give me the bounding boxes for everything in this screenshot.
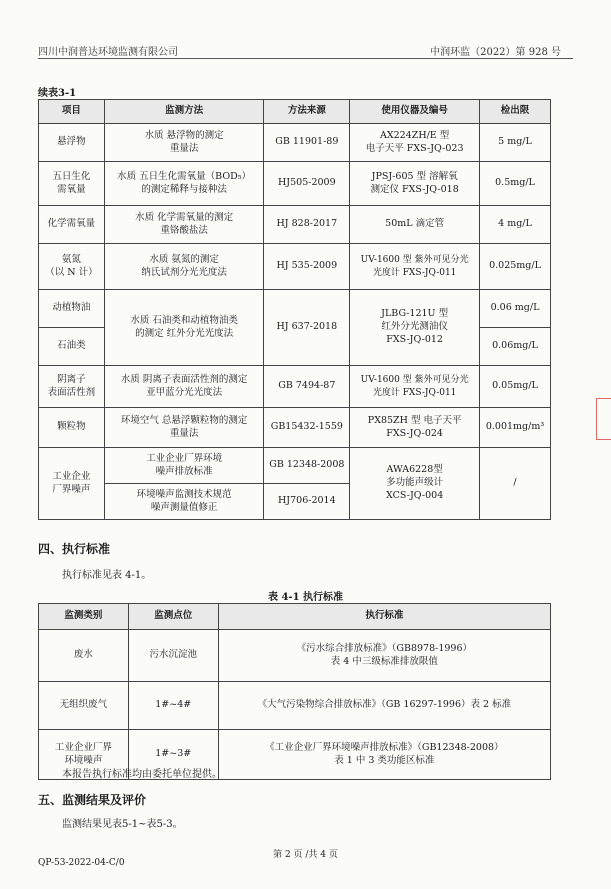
cell-item: 化学需氧量 — [39, 206, 105, 244]
table-row — [39, 244, 551, 290]
cell-instrument: UV-1600 型 紫外可见分光 光度计 FXS-JQ-011 — [350, 366, 480, 408]
seal-stamp-edge — [596, 398, 611, 440]
table-row — [39, 448, 551, 484]
cell-item: 阴离子 表面活性剂 — [39, 366, 105, 408]
cell-source: GB 12348-2008 — [264, 448, 350, 484]
col-header-category: 监测类别 — [39, 604, 129, 630]
cell-limit: 0.001mg/m³ — [480, 408, 551, 448]
cell-item: 悬浮物 — [39, 124, 105, 162]
cell-instrument: JLBG-121U 型 红外分光测油仪 FXS-JQ-012 — [350, 290, 480, 366]
cell-method: 环境空气 总悬浮颗粒物的测定 重量法 — [104, 408, 264, 448]
cell-item: 五日生化 需氧量 — [39, 162, 105, 206]
cell-standard: 《污水综合排放标准》（GB8978-1996） 表 4 中三级标准排放限值 — [218, 630, 550, 682]
col-header-point: 监测点位 — [128, 604, 218, 630]
cell-method: 工业企业厂界环境 噪声排放标准 — [104, 448, 264, 484]
section-4-title: 四、执行标准 — [38, 542, 111, 556]
report-number: 中润环监（2022）第 928 号 — [430, 47, 561, 58]
cell-method: 水质 悬浮物的测定 重量法 — [104, 124, 264, 162]
section-4-note: 本报告执行标准均由委托单位提供。 — [62, 769, 222, 780]
cell-limit: 0.5mg/L — [480, 162, 551, 206]
cell-instrument: 50mL 滴定管 — [350, 206, 480, 244]
cell-source: HJ 535-2009 — [264, 244, 350, 290]
cell-instrument: AX224ZH/E 型 电子天平 FXS-JQ-023 — [350, 124, 480, 162]
cell-item: 石油类 — [39, 328, 105, 366]
cell-source: GB 7494-87 — [264, 366, 350, 408]
section-4-intro: 执行标准见表 4-1。 — [62, 570, 152, 581]
cell-limit: 5 mg/L — [480, 124, 551, 162]
table-row — [39, 290, 551, 328]
cell-source: GB 11901-89 — [264, 124, 350, 162]
cell-standard: 《工业企业厂界环境噪声排放标准》（GB12348-2008） 表 1 中 3 类功能区标准 — [218, 730, 550, 780]
cell-limit: 0.05mg/L — [480, 366, 551, 408]
execution-standards-table — [38, 603, 551, 780]
cell-instrument: UV-1600 型 紫外可见分光 光度计 FXS-JQ-011 — [350, 244, 480, 290]
table-row — [39, 124, 551, 162]
document-code: QP-53-2022-04-C/0 — [38, 858, 125, 868]
header-divider — [38, 58, 573, 59]
cell-point: 1#~4# — [128, 682, 218, 730]
table-4-1-caption: 表 4-1 执行标准 — [267, 592, 344, 603]
cell-instrument: JPSJ-605 型 溶解氧 测定仪 FXS-JQ-018 — [350, 162, 480, 206]
cell-point: 污水沉淀池 — [128, 630, 218, 682]
table-row — [39, 366, 551, 408]
cell-method: 水质 化学需氧量的测定 重铬酸盐法 — [104, 206, 264, 244]
cell-limit: 0.025mg/L — [480, 244, 551, 290]
cell-instrument: PX85ZH 型 电子天平 FXS-JQ-024 — [350, 408, 480, 448]
table-row — [39, 630, 551, 682]
table-row — [39, 206, 551, 244]
cell-item: 动植物油 — [39, 290, 105, 328]
col-header-item: 项目 — [39, 100, 105, 124]
section-5-title: 五、监测结果及评价 — [38, 793, 147, 807]
cell-category: 无组织废气 — [39, 682, 129, 730]
cell-source: HJ706-2014 — [264, 484, 350, 520]
table-row — [39, 682, 551, 730]
cell-item: 工业企业 厂界噪声 — [39, 448, 105, 520]
cell-instrument: AWA6228型 多功能声级计 XCS-JQ-004 — [350, 448, 480, 520]
cell-limit: / — [480, 448, 551, 520]
cell-category: 废水 — [39, 630, 129, 682]
cell-source: HJ 828-2017 — [264, 206, 350, 244]
section-5-intro: 监测结果见表5-1~表5-3。 — [62, 819, 183, 830]
cell-limit: 0.06 mg/L — [480, 290, 551, 328]
table-3-1-caption: 续表3-1 — [38, 88, 77, 99]
cell-method: 水质 五日生化需氧量（BOD₅） 的测定稀释与接种法 — [104, 162, 264, 206]
cell-source: HJ 637-2018 — [264, 290, 350, 366]
cell-source: HJ505-2009 — [264, 162, 350, 206]
col-header-source: 方法来源 — [264, 100, 350, 124]
cell-source: GB15432-1559 — [264, 408, 350, 448]
col-header-standard: 执行标准 — [218, 604, 550, 630]
cell-limit: 0.06mg/L — [480, 328, 551, 366]
cell-point: 1#~3# — [128, 730, 218, 780]
cell-method: 水质 阴离子表面活性剂的测定 亚甲蓝分光光度法 — [104, 366, 264, 408]
cell-limit: 4 mg/L — [480, 206, 551, 244]
cell-method: 环境噪声监测技术规范 噪声测量值修正 — [104, 484, 264, 520]
company-name: 四川中润普达环境监测有限公司 — [38, 47, 178, 58]
cell-category: 工业企业厂界 环境噪声 — [39, 730, 129, 780]
monitoring-methods-table — [38, 99, 551, 520]
cell-method: 水质 石油类和动植物油类 的测定 红外分光光度法 — [104, 290, 264, 366]
table-row — [39, 408, 551, 448]
cell-method: 水质 氨氮的测定 纳氏试剂分光光度法 — [104, 244, 264, 290]
col-header-instrument: 使用仪器及编号 — [350, 100, 480, 124]
page-number: 第 2 页 /共 4 页 — [273, 850, 338, 860]
cell-item: 颗粒物 — [39, 408, 105, 448]
table-row — [39, 162, 551, 206]
col-header-limit: 检出限 — [480, 100, 551, 124]
cell-standard: 《大气污染物综合排放标准》（GB 16297-1996）表 2 标准 — [218, 682, 550, 730]
cell-item: 氨氮 （以 N 计） — [39, 244, 105, 290]
col-header-method: 监测方法 — [104, 100, 264, 124]
